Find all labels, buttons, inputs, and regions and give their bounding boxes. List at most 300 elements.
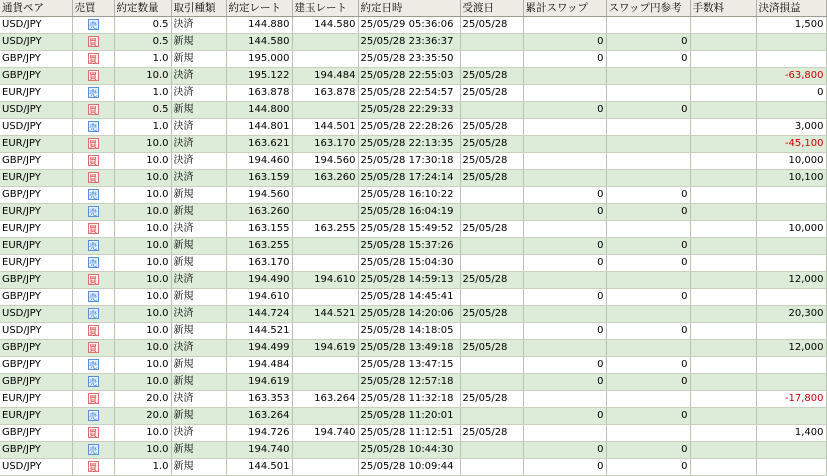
buy-badge: 買	[89, 224, 97, 234]
fee-cell	[690, 136, 756, 153]
settle-date-cell	[460, 442, 523, 459]
exec-datetime-cell: 25/05/28 13:47:15	[358, 357, 460, 374]
settle-date-cell: 25/05/28	[460, 391, 523, 408]
exec-rate-cell: 144.800	[226, 102, 292, 119]
exec-datetime-cell: 25/05/28 15:37:26	[358, 238, 460, 255]
position-rate-cell: 194.610	[292, 272, 358, 289]
table-row[interactable]	[0, 102, 826, 119]
fee-cell	[690, 272, 756, 289]
col-header-trade-type[interactable]: 取引種類	[171, 0, 226, 17]
table-row[interactable]	[0, 255, 826, 272]
pair-cell: EUR/JPY	[0, 136, 72, 153]
table-row[interactable]	[0, 323, 826, 340]
trade-type-cell: 決済	[171, 221, 226, 238]
col-header-settle-date[interactable]: 受渡日	[460, 0, 523, 17]
pair-cell: GBP/JPY	[0, 51, 72, 68]
table-row[interactable]	[0, 85, 826, 102]
settle-date-cell: 25/05/28	[460, 68, 523, 85]
side-cell	[72, 289, 114, 306]
quantity-cell: 10.0	[114, 306, 171, 323]
exec-rate-cell: 194.499	[226, 340, 292, 357]
settle-date-cell	[460, 459, 523, 476]
pnl-cell	[756, 204, 826, 221]
cumulative-swap-cell	[523, 306, 606, 323]
trade-type-cell: 決済	[171, 153, 226, 170]
side-cell	[72, 119, 114, 136]
pair-cell: EUR/JPY	[0, 238, 72, 255]
buy-badge: 買	[89, 173, 97, 183]
pnl-cell	[756, 187, 826, 204]
fee-cell	[690, 204, 756, 221]
quantity-cell: 10.0	[114, 255, 171, 272]
pnl-cell: 10,000	[756, 153, 826, 170]
exec-rate-cell: 163.264	[226, 408, 292, 425]
exec-datetime-cell: 25/05/28 11:12:51	[358, 425, 460, 442]
pair-cell: USD/JPY	[0, 459, 72, 476]
sell-badge: 売	[89, 258, 97, 268]
settle-date-cell: 25/05/28	[460, 272, 523, 289]
side-cell	[72, 238, 114, 255]
cumulative-swap-cell: 0	[523, 408, 606, 425]
exec-datetime-cell: 25/05/28 22:55:03	[358, 68, 460, 85]
position-rate-cell	[292, 204, 358, 221]
sell-badge: 売	[89, 292, 97, 302]
pnl-cell: 10,100	[756, 170, 826, 187]
pair-cell: EUR/JPY	[0, 170, 72, 187]
sell-badge: 売	[89, 207, 97, 217]
quantity-cell: 10.0	[114, 340, 171, 357]
exec-rate-cell: 194.484	[226, 357, 292, 374]
swap-yen-ref-cell	[606, 119, 690, 136]
trade-type-cell: 決済	[171, 17, 226, 34]
cumulative-swap-cell	[523, 85, 606, 102]
exec-datetime-cell: 25/05/28 16:10:22	[358, 187, 460, 204]
settle-date-cell: 25/05/28	[460, 425, 523, 442]
settle-date-cell	[460, 51, 523, 68]
swap-yen-ref-cell: 0	[606, 357, 690, 374]
quantity-cell: 20.0	[114, 391, 171, 408]
trade-type-cell: 新規	[171, 187, 226, 204]
exec-rate-cell: 163.878	[226, 85, 292, 102]
side-cell	[72, 34, 114, 51]
side-cell	[72, 170, 114, 187]
pair-cell: GBP/JPY	[0, 272, 72, 289]
position-rate-cell	[292, 442, 358, 459]
cumulative-swap-cell	[523, 68, 606, 85]
pnl-cell	[756, 374, 826, 391]
quantity-cell: 20.0	[114, 408, 171, 425]
pnl-cell: -45,100	[756, 136, 826, 153]
side-cell	[72, 340, 114, 357]
buy-badge: 買	[89, 428, 97, 438]
cumulative-swap-cell: 0	[523, 289, 606, 306]
quantity-cell: 10.0	[114, 187, 171, 204]
trade-type-cell: 新規	[171, 323, 226, 340]
position-rate-cell	[292, 357, 358, 374]
trade-type-cell: 新規	[171, 204, 226, 221]
quantity-cell: 1.0	[114, 459, 171, 476]
settle-date-cell: 25/05/28	[460, 17, 523, 34]
sell-badge: 売	[89, 88, 97, 98]
table-row[interactable]	[0, 357, 826, 374]
side-cell	[72, 306, 114, 323]
fee-cell	[690, 238, 756, 255]
quantity-cell: 10.0	[114, 153, 171, 170]
pnl-cell: 1,400	[756, 425, 826, 442]
side-cell	[72, 204, 114, 221]
pnl-cell	[756, 34, 826, 51]
table-row[interactable]	[0, 238, 826, 255]
exec-rate-cell: 194.560	[226, 187, 292, 204]
exec-rate-cell: 194.490	[226, 272, 292, 289]
side-cell	[72, 255, 114, 272]
trade-type-cell: 新規	[171, 459, 226, 476]
buy-badge: 買	[89, 343, 97, 353]
table-row[interactable]	[0, 391, 826, 408]
exec-datetime-cell: 25/05/28 22:13:35	[358, 136, 460, 153]
sell-badge: 売	[89, 360, 97, 370]
side-cell	[72, 323, 114, 340]
cumulative-swap-cell: 0	[523, 374, 606, 391]
settle-date-cell	[460, 323, 523, 340]
exec-datetime-cell: 25/05/28 15:04:30	[358, 255, 460, 272]
settle-date-cell	[460, 238, 523, 255]
position-rate-cell: 163.170	[292, 136, 358, 153]
exec-rate-cell: 163.155	[226, 221, 292, 238]
exec-datetime-cell: 25/05/28 16:04:19	[358, 204, 460, 221]
position-rate-cell: 144.580	[292, 17, 358, 34]
table-row[interactable]	[0, 170, 826, 187]
quantity-cell: 10.0	[114, 68, 171, 85]
settle-date-cell	[460, 357, 523, 374]
position-rate-cell	[292, 255, 358, 272]
buy-badge: 買	[89, 394, 97, 404]
exec-rate-cell: 144.580	[226, 34, 292, 51]
quantity-cell: 10.0	[114, 323, 171, 340]
fee-cell	[690, 119, 756, 136]
pnl-cell: 0	[756, 85, 826, 102]
trade-type-cell: 新規	[171, 255, 226, 272]
buy-badge: 買	[89, 105, 97, 115]
quantity-cell: 10.0	[114, 136, 171, 153]
settle-date-cell	[460, 255, 523, 272]
cumulative-swap-cell	[523, 425, 606, 442]
exec-rate-cell: 144.801	[226, 119, 292, 136]
table-row[interactable]	[0, 119, 826, 136]
settle-date-cell	[460, 408, 523, 425]
exec-datetime-cell: 25/05/29 05:36:06	[358, 17, 460, 34]
fee-cell	[690, 187, 756, 204]
quantity-cell: 10.0	[114, 374, 171, 391]
exec-rate-cell: 194.460	[226, 153, 292, 170]
buy-badge: 買	[89, 156, 97, 166]
trade-type-cell: 新規	[171, 289, 226, 306]
quantity-cell: 0.5	[114, 17, 171, 34]
fee-cell	[690, 221, 756, 238]
sell-badge: 売	[89, 411, 97, 421]
side-cell	[72, 136, 114, 153]
cumulative-swap-cell	[523, 170, 606, 187]
fee-cell	[690, 340, 756, 357]
table-row[interactable]	[0, 340, 826, 357]
table-row[interactable]	[0, 374, 826, 391]
table-row[interactable]	[0, 68, 826, 85]
position-rate-cell: 194.560	[292, 153, 358, 170]
trade-type-cell: 決済	[171, 425, 226, 442]
settle-date-cell	[460, 289, 523, 306]
exec-rate-cell: 194.726	[226, 425, 292, 442]
swap-yen-ref-cell: 0	[606, 51, 690, 68]
buy-badge: 買	[89, 275, 97, 285]
cumulative-swap-cell: 0	[523, 323, 606, 340]
cumulative-swap-cell: 0	[523, 102, 606, 119]
trade-type-cell: 決済	[171, 119, 226, 136]
table-row[interactable]	[0, 306, 826, 323]
fee-cell	[690, 408, 756, 425]
cumulative-swap-cell: 0	[523, 442, 606, 459]
position-rate-cell: 144.521	[292, 306, 358, 323]
swap-yen-ref-cell: 0	[606, 34, 690, 51]
position-rate-cell	[292, 459, 358, 476]
trade-type-cell: 新規	[171, 442, 226, 459]
settle-date-cell	[460, 204, 523, 221]
fee-cell	[690, 425, 756, 442]
side-cell	[72, 51, 114, 68]
swap-yen-ref-cell: 0	[606, 187, 690, 204]
exec-datetime-cell: 25/05/28 12:57:18	[358, 374, 460, 391]
pnl-cell	[756, 102, 826, 119]
fee-cell	[690, 442, 756, 459]
side-cell	[72, 102, 114, 119]
swap-yen-ref-cell: 0	[606, 204, 690, 221]
sell-badge: 売	[89, 377, 97, 387]
pair-cell: GBP/JPY	[0, 289, 72, 306]
col-header-pair[interactable]: 通貨ペア	[0, 0, 72, 17]
side-cell	[72, 221, 114, 238]
buy-badge: 買	[89, 37, 97, 47]
exec-rate-cell: 194.619	[226, 374, 292, 391]
pnl-cell: 1,500	[756, 17, 826, 34]
col-header-exec-rate[interactable]: 約定レート	[226, 0, 292, 17]
trade-type-cell: 決済	[171, 136, 226, 153]
position-rate-cell: 163.255	[292, 221, 358, 238]
pair-cell: GBP/JPY	[0, 374, 72, 391]
side-cell	[72, 459, 114, 476]
pair-cell: EUR/JPY	[0, 408, 72, 425]
pnl-cell	[756, 51, 826, 68]
table-row[interactable]	[0, 153, 826, 170]
swap-yen-ref-cell	[606, 136, 690, 153]
side-cell	[72, 391, 114, 408]
table-row[interactable]	[0, 136, 826, 153]
pair-cell: GBP/JPY	[0, 357, 72, 374]
cumulative-swap-cell	[523, 391, 606, 408]
side-cell	[72, 68, 114, 85]
swap-yen-ref-cell: 0	[606, 323, 690, 340]
table-row[interactable]	[0, 187, 826, 204]
fee-cell	[690, 102, 756, 119]
table-row[interactable]	[0, 17, 826, 34]
trade-type-cell: 新規	[171, 51, 226, 68]
pair-cell: EUR/JPY	[0, 255, 72, 272]
sell-badge: 売	[89, 20, 97, 30]
exec-rate-cell: 163.255	[226, 238, 292, 255]
fee-cell	[690, 34, 756, 51]
col-header-quantity[interactable]: 約定数量	[114, 0, 171, 17]
fee-cell	[690, 306, 756, 323]
pnl-cell: 3,000	[756, 119, 826, 136]
trade-type-cell: 決済	[171, 272, 226, 289]
trade-type-cell: 決済	[171, 306, 226, 323]
exec-rate-cell: 144.724	[226, 306, 292, 323]
table-row[interactable]	[0, 51, 826, 68]
buy-badge: 買	[89, 326, 97, 336]
pair-cell: EUR/JPY	[0, 391, 72, 408]
quantity-cell: 1.0	[114, 51, 171, 68]
exec-rate-cell: 144.880	[226, 17, 292, 34]
table-row[interactable]	[0, 34, 826, 51]
cumulative-swap-cell: 0	[523, 34, 606, 51]
exec-datetime-cell: 25/05/28 17:30:18	[358, 153, 460, 170]
settle-date-cell: 25/05/28	[460, 340, 523, 357]
side-cell	[72, 17, 114, 34]
pair-cell: GBP/JPY	[0, 68, 72, 85]
position-rate-cell	[292, 374, 358, 391]
col-header-swap-yen-ref[interactable]: スワップ円参考	[606, 0, 690, 17]
side-cell	[72, 153, 114, 170]
pnl-cell	[756, 238, 826, 255]
sell-badge: 売	[89, 445, 97, 455]
exec-datetime-cell: 25/05/28 10:44:30	[358, 442, 460, 459]
exec-rate-cell: 163.260	[226, 204, 292, 221]
swap-yen-ref-cell	[606, 153, 690, 170]
quantity-cell: 10.0	[114, 204, 171, 221]
table-row[interactable]	[0, 204, 826, 221]
trade-type-cell: 決済	[171, 85, 226, 102]
table-row[interactable]	[0, 425, 826, 442]
swap-yen-ref-cell: 0	[606, 255, 690, 272]
fee-cell	[690, 357, 756, 374]
table-row[interactable]	[0, 221, 826, 238]
pnl-cell	[756, 357, 826, 374]
swap-yen-ref-cell	[606, 340, 690, 357]
position-rate-cell: 194.619	[292, 340, 358, 357]
quantity-cell: 10.0	[114, 357, 171, 374]
quantity-cell: 10.0	[114, 238, 171, 255]
fee-cell	[690, 85, 756, 102]
buy-badge: 買	[89, 462, 97, 472]
col-header-exec-datetime[interactable]: 約定日時	[358, 0, 460, 17]
swap-yen-ref-cell	[606, 306, 690, 323]
buy-badge: 買	[89, 54, 97, 64]
fee-cell	[690, 17, 756, 34]
trade-type-cell: 新規	[171, 357, 226, 374]
exec-datetime-cell: 25/05/28 13:49:18	[358, 340, 460, 357]
cumulative-swap-cell	[523, 136, 606, 153]
side-cell	[72, 357, 114, 374]
trade-type-cell: 新規	[171, 374, 226, 391]
exec-rate-cell: 163.353	[226, 391, 292, 408]
trade-type-cell: 決済	[171, 340, 226, 357]
cumulative-swap-cell: 0	[523, 357, 606, 374]
settle-date-cell: 25/05/28	[460, 136, 523, 153]
cumulative-swap-cell: 0	[523, 459, 606, 476]
fee-cell	[690, 391, 756, 408]
cumulative-swap-cell	[523, 153, 606, 170]
col-header-pnl[interactable]: 決済損益	[756, 0, 826, 17]
swap-yen-ref-cell	[606, 425, 690, 442]
position-rate-cell	[292, 187, 358, 204]
position-rate-cell: 163.264	[292, 391, 358, 408]
pair-cell: USD/JPY	[0, 119, 72, 136]
trade-type-cell: 新規	[171, 408, 226, 425]
pair-cell: USD/JPY	[0, 323, 72, 340]
table-row[interactable]	[0, 408, 826, 425]
pair-cell: EUR/JPY	[0, 85, 72, 102]
quantity-cell: 0.5	[114, 34, 171, 51]
position-rate-cell: 194.740	[292, 425, 358, 442]
pnl-cell: 12,000	[756, 272, 826, 289]
exec-datetime-cell: 25/05/28 15:49:52	[358, 221, 460, 238]
quantity-cell: 1.0	[114, 119, 171, 136]
settle-date-cell: 25/05/28	[460, 85, 523, 102]
side-cell	[72, 425, 114, 442]
exec-datetime-cell: 25/05/28 22:29:33	[358, 102, 460, 119]
exec-datetime-cell: 25/05/28 14:45:41	[358, 289, 460, 306]
cumulative-swap-cell: 0	[523, 255, 606, 272]
table-row[interactable]	[0, 289, 826, 306]
col-header-fee[interactable]: 手数料	[690, 0, 756, 17]
position-rate-cell	[292, 408, 358, 425]
trade-type-cell: 決済	[171, 391, 226, 408]
pnl-cell: -17,800	[756, 391, 826, 408]
swap-yen-ref-cell	[606, 272, 690, 289]
quantity-cell: 10.0	[114, 170, 171, 187]
table-row[interactable]	[0, 459, 826, 476]
table-row[interactable]	[0, 442, 826, 459]
cumulative-swap-cell	[523, 340, 606, 357]
position-rate-cell: 163.878	[292, 85, 358, 102]
exec-datetime-cell: 25/05/28 10:09:44	[358, 459, 460, 476]
exec-rate-cell: 195.122	[226, 68, 292, 85]
swap-yen-ref-cell	[606, 170, 690, 187]
cumulative-swap-cell: 0	[523, 204, 606, 221]
quantity-cell: 10.0	[114, 442, 171, 459]
swap-yen-ref-cell: 0	[606, 442, 690, 459]
side-cell	[72, 85, 114, 102]
pnl-cell: 20,300	[756, 306, 826, 323]
position-rate-cell: 194.484	[292, 68, 358, 85]
position-rate-cell	[292, 34, 358, 51]
cumulative-swap-cell	[523, 17, 606, 34]
side-cell	[72, 408, 114, 425]
fee-cell	[690, 170, 756, 187]
table-row[interactable]	[0, 272, 826, 289]
sell-badge: 売	[89, 122, 97, 132]
buy-badge: 買	[89, 71, 97, 81]
pnl-cell	[756, 408, 826, 425]
col-header-cumulative-swap[interactable]: 累計スワップ	[523, 0, 606, 17]
exec-datetime-cell: 25/05/28 11:32:18	[358, 391, 460, 408]
col-header-position-rate[interactable]: 建玉レート	[292, 0, 358, 17]
exec-rate-cell: 144.521	[226, 323, 292, 340]
col-header-side[interactable]: 売買	[72, 0, 114, 17]
settle-date-cell	[460, 374, 523, 391]
position-rate-cell	[292, 323, 358, 340]
settle-date-cell	[460, 34, 523, 51]
fee-cell	[690, 51, 756, 68]
settle-date-cell: 25/05/28	[460, 153, 523, 170]
